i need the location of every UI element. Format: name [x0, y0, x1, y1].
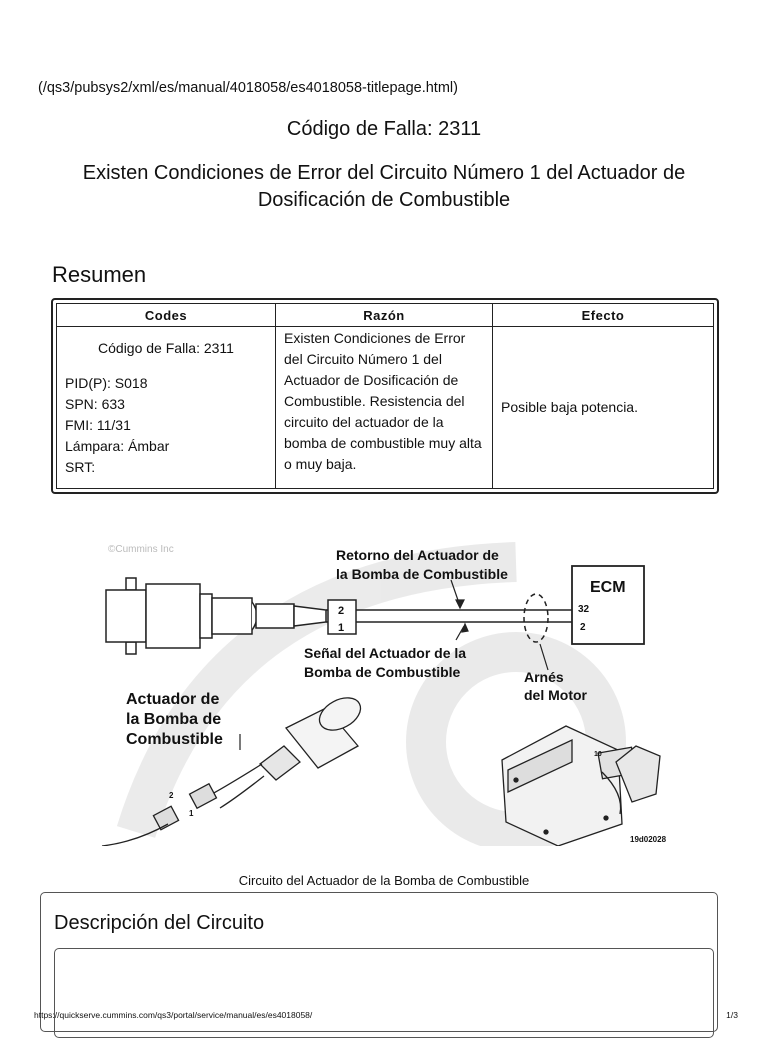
- pid-value: PID(P): S018: [65, 374, 148, 391]
- codes-cell: [57, 327, 276, 489]
- small-pin-1: 1: [189, 809, 194, 818]
- spn-value: SPN: 633: [65, 395, 125, 412]
- column-header-codes: Codes: [57, 304, 276, 327]
- ecm-pin-2: 2: [580, 622, 586, 633]
- effect-cell: Posible baja potencia.: [493, 327, 714, 489]
- ecm-label: ECM: [590, 579, 626, 596]
- manual-path-link[interactable]: (/qs3/pubsys2/xml/es/manual/4018058/es4018058-titlepage.html): [38, 80, 458, 96]
- actuator-label-line1: Actuador de: [126, 691, 220, 708]
- reason-cell: Existen Condiciones de Error del Circuito Número 1 del Actuador de Dosificación de Combustible. Resistencia del circuito del actuador de la bomba de combustible muy alta o muy baja.: [276, 327, 493, 489]
- column-header-reason: Razón: [276, 304, 493, 327]
- harness-label-line2: del Motor: [524, 687, 587, 703]
- return-label-line1: Retorno del Actuador de: [336, 547, 499, 563]
- signal-label-line1: Señal del Actuador de la: [304, 645, 467, 661]
- summary-heading: Resumen: [52, 262, 147, 287]
- print-url: https://quickserve.cummins.com/qs3/portal/service/manual/es/es4018058/: [34, 1010, 313, 1020]
- description-heading: Descripción del Circuito: [54, 912, 265, 934]
- fault-title: Existen Condiciones de Error del Circuito Número 1 del Actuador de Dosificación de Combustible: [82, 162, 686, 211]
- figure-id: 19d02028: [630, 835, 667, 844]
- copyright-text: ©Cummins Inc: [108, 544, 174, 555]
- connector-pin-1: 1: [338, 622, 345, 634]
- fault-code-title: Código de Falla: 2311: [286, 118, 482, 140]
- column-header-effect: Efecto: [493, 304, 714, 327]
- ecm-module-3d: [502, 726, 660, 846]
- summary-table: [56, 303, 714, 489]
- harness-wires: [326, 610, 572, 622]
- lamp-value: Lámpara: Ámbar: [65, 437, 170, 454]
- actuator-label-line2: la Bomba de: [126, 711, 222, 728]
- table-row: [57, 327, 714, 489]
- page-number: 1/3: [726, 1010, 738, 1020]
- circuit-diagram: [96, 532, 680, 846]
- srt-value: SRT:: [65, 458, 96, 475]
- description-content-box: [54, 948, 714, 1038]
- ecm-pin-32: 32: [578, 604, 590, 615]
- return-label-line2: la Bomba de Combustible: [336, 566, 508, 582]
- actuator-label-line3: Combustible: [126, 731, 223, 748]
- fmi-value: FMI: 11/31: [65, 416, 131, 433]
- fault-code-value: Código de Falla: 2311: [98, 339, 234, 356]
- harness-label-line1: Arnés: [524, 669, 564, 685]
- small-pin-10: 10: [594, 751, 602, 758]
- connector-pin-2: 2: [338, 605, 345, 617]
- small-pin-2: 2: [169, 791, 174, 800]
- signal-label-line2: Bomba de Combustible: [304, 664, 461, 680]
- figure-caption: Circuito del Actuador de la Bomba de Combustible: [238, 873, 530, 888]
- summary-table-frame: [51, 298, 719, 494]
